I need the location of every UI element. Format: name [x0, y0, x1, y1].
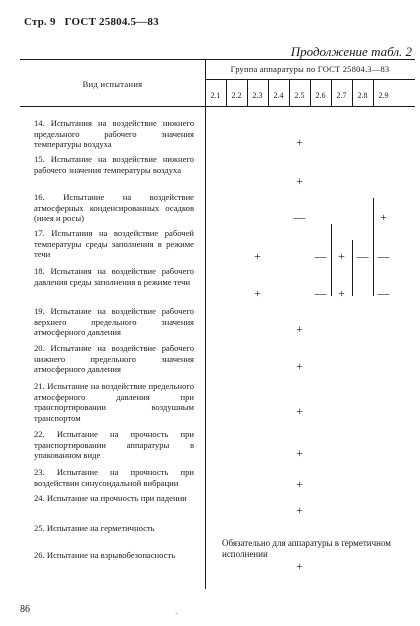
group-header: Группа аппаратуры по ГОСТ 25804.3—83 — [230, 64, 390, 74]
dash-mark: — — [314, 249, 327, 263]
plus-mark: + — [380, 210, 387, 224]
column-header: 2.8 — [357, 91, 368, 100]
dash-mark: — — [377, 249, 390, 263]
dash-mark: — — [377, 286, 390, 300]
table-top-rule — [20, 59, 415, 60]
table-row-text: 19. Испытание на воздействие рабочего верхнего предельного значения атмосферного давления — [34, 306, 194, 338]
table-main-divider — [205, 59, 206, 589]
column-header: 2.2 — [231, 91, 242, 100]
column-header: 2.4 — [273, 91, 284, 100]
page-label: Стр. 9 — [24, 16, 56, 28]
table-continuation: Продолжение табл. 2 — [290, 44, 412, 59]
plus-mark: + — [254, 286, 261, 300]
cell-separator — [331, 224, 332, 296]
column-header: 2.9 — [378, 91, 389, 100]
standard-label: ГОСТ 25804.5—83 — [64, 16, 159, 28]
plus-mark: + — [296, 477, 303, 491]
table-row-text: 25. Испытание на герметичность — [34, 523, 155, 533]
table-header-rule — [20, 106, 415, 107]
table-row-text: 17. Испытания на воздействие рабочей температуры среды заполнения в режиме течи — [34, 228, 194, 260]
cell-separator — [352, 240, 353, 296]
table-row-text: 18. Испытания на воздействие рабочего давления среды заполнения в режиме течи — [34, 266, 194, 287]
dash-mark: — — [314, 286, 327, 300]
column-header: 2.7 — [336, 91, 347, 100]
plus-mark: + — [296, 503, 303, 517]
page-header — [24, 16, 159, 28]
plus-mark: + — [296, 322, 303, 336]
plus-mark: + — [338, 249, 345, 263]
table-row-text: 20. Испытание на воздействие рабочего нижнего предельного значения атмосферного давления — [34, 343, 194, 375]
table-row-text: 24. Испытание на прочность при падении — [34, 493, 187, 503]
table-row-text: 16. Испытание на воздействие атмосферных конденсированных осадков (инея и росы) — [34, 192, 194, 224]
plus-mark: + — [296, 174, 303, 188]
note-hermetic: Обязательно для аппаратуры в герметичном исполнении — [222, 538, 391, 559]
table-row-text: 21. Испытание на воздействие предельного атмосферного давления при транспортировании воздушным транспортом — [34, 381, 194, 423]
column-header: 2.1 — [210, 91, 221, 100]
plus-mark: + — [254, 249, 261, 263]
plus-mark: + — [296, 135, 303, 149]
dash-mark: — — [356, 249, 369, 263]
plus-mark: + — [296, 404, 303, 418]
column-header: 2.3 — [252, 91, 263, 100]
cell-separator — [373, 198, 374, 296]
column-header: 2.5 — [294, 91, 305, 100]
column-header: 2.6 — [315, 91, 326, 100]
table-row-text: 22. Испытание на прочность при транспортировании аппаратуры в упакованном виде — [34, 429, 194, 461]
test-column-header: Вид испытания — [82, 79, 143, 89]
table-row-text: 23. Испытание на прочность при воздействии синусоидальной вибрации — [34, 467, 194, 488]
plus-mark: + — [296, 359, 303, 373]
table-row-text: 15. Испытание на воздействие нижнего рабочего значения температуры воздуха — [34, 154, 194, 175]
dash-mark: — — [293, 210, 306, 224]
plus-mark: + — [338, 286, 345, 300]
plus-mark: + — [296, 446, 303, 460]
table-row-text: 26. Испытание на взрывобезопасность — [34, 550, 176, 560]
plus-mark: + — [296, 559, 303, 573]
page-number: 86 — [20, 604, 30, 615]
table-row-text: 14. Испытания на воздействие нижнего предельного рабочего значения температуры воздуха — [34, 118, 194, 150]
scan-dot: · — [175, 610, 178, 618]
